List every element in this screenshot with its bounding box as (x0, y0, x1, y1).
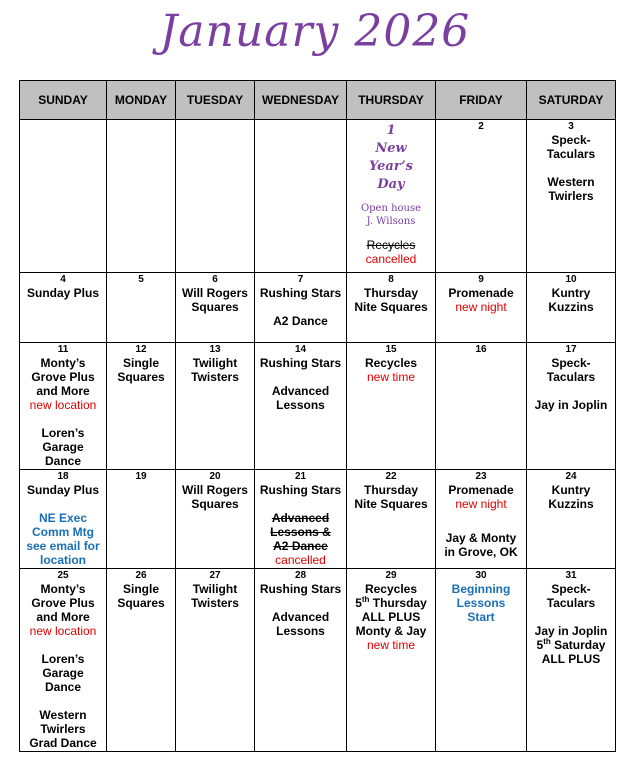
day-number: 19 (135, 471, 147, 482)
status-note: new night (455, 497, 507, 511)
day-cell-5 (107, 273, 176, 343)
header-saturday: SATURDAY (527, 81, 616, 120)
event-text: and More (36, 384, 90, 398)
event-text-struck: Lessons & (270, 525, 331, 539)
status-note: new time (366, 370, 416, 384)
day-number: 29 (385, 570, 397, 581)
day-number: 6 (212, 274, 218, 285)
day-cell-3 (527, 120, 616, 273)
day-cell-9 (436, 273, 527, 343)
day-number: 24 (565, 471, 577, 482)
day-number: 21 (294, 471, 307, 482)
day-number: 4 (60, 274, 66, 285)
day-cell-18 (20, 470, 107, 569)
holiday-text: Year’s (368, 159, 413, 174)
day-cell-22 (347, 470, 436, 569)
day-cell-17 (527, 343, 616, 470)
event-text: Nite Squares (354, 300, 428, 314)
day-number: 2 (478, 121, 484, 132)
day-number: 27 (209, 570, 221, 581)
event-text: Jay in Joplin (534, 398, 608, 412)
event-text: Loren’s (41, 652, 85, 666)
weekday-header-row (20, 81, 616, 120)
day-number: 13 (209, 344, 221, 355)
day-cell-11 (20, 343, 107, 470)
event-text: Open house (360, 203, 422, 214)
event-text: Thursday (363, 286, 418, 300)
header-wednesday: WEDNESDAY (255, 81, 347, 120)
event-text: Dance (44, 454, 82, 468)
event-text: Sunday Plus (26, 286, 100, 300)
header-monday: MONDAY (107, 81, 176, 120)
event-text: Squares (117, 596, 165, 610)
event-text: Squares (191, 300, 239, 314)
status-note: new location (29, 624, 97, 638)
day-number: 22 (385, 471, 397, 482)
day-cell-21 (255, 470, 347, 569)
day-number: 26 (135, 570, 147, 581)
header-thursday: THURSDAY (347, 81, 436, 120)
status-note: new time (366, 638, 416, 652)
event-text: Twirlers (548, 189, 594, 203)
event-text: Speck- (551, 582, 591, 596)
event-text: Taculars (546, 596, 596, 610)
event-text: Twisters (191, 596, 239, 610)
event-text: Start (467, 610, 495, 624)
event-text: Single (122, 582, 159, 596)
event-text: Kuntry (551, 286, 591, 300)
day-cell-10 (527, 273, 616, 343)
event-text: Recycles (364, 356, 418, 370)
day-number: 16 (475, 344, 487, 355)
day-cell-30 (436, 569, 527, 752)
event-text: Grad Dance (29, 736, 97, 750)
day-number: 17 (565, 344, 577, 355)
event-text: Kuntry (551, 483, 591, 497)
event-text: ALL PLUS (361, 610, 421, 624)
event-text: Speck- (551, 356, 591, 370)
day-number: 10 (565, 274, 577, 285)
event-text: Rushing Stars (259, 286, 342, 300)
day-cell-empty (107, 120, 176, 273)
day-number: 18 (57, 471, 69, 482)
day-cell-empty (176, 120, 255, 273)
day-cell-31 (527, 569, 616, 752)
event-text-part: Thursday (369, 596, 427, 610)
event-text: Western (39, 708, 87, 722)
header-sunday: SUNDAY (20, 81, 107, 120)
day-cell-20 (176, 470, 255, 569)
event-text: Rushing Stars (259, 582, 342, 596)
day-number: 14 (294, 344, 307, 355)
day-number: 12 (135, 344, 147, 355)
event-text: see email for (26, 539, 100, 553)
day-cell-29 (347, 569, 436, 752)
event-text: Promenade (448, 483, 514, 497)
day-cell-12 (107, 343, 176, 470)
day-cell-8 (347, 273, 436, 343)
status-note: new night (455, 300, 507, 314)
day-cell-24 (527, 470, 616, 569)
event-text: Taculars (546, 370, 596, 384)
event-text: Garage (42, 666, 84, 680)
week-row (20, 569, 616, 752)
event-text: Jay in Joplin (534, 624, 608, 638)
event-text (349, 596, 433, 610)
day-number: 25 (57, 570, 69, 581)
event-text: A2 Dance (273, 314, 328, 328)
day-number: 7 (297, 274, 304, 285)
event-text: Thursday (363, 483, 418, 497)
day-number: 20 (209, 471, 221, 482)
day-cell-23 (436, 470, 527, 569)
event-text-part: Saturday (550, 638, 606, 652)
event-text: Advanced (271, 610, 330, 624)
event-text: Dance (44, 680, 82, 694)
day-cell-19 (107, 470, 176, 569)
event-text: Loren’s (41, 426, 85, 440)
event-text: Single (122, 356, 159, 370)
event-text: Squares (191, 497, 239, 511)
event-text: Squares (117, 370, 165, 384)
ordinal-number: 5 (536, 638, 544, 652)
calendar-title: January 2026 (159, 6, 471, 57)
event-text: Twilight (192, 582, 238, 596)
day-number: 28 (294, 570, 307, 581)
event-text: Monty & Jay (355, 624, 427, 638)
status-note: cancelled (365, 252, 417, 266)
day-number: 23 (475, 471, 487, 482)
holiday-text: New (375, 141, 407, 156)
event-text: Twirlers (40, 722, 86, 736)
event-text: Lessons (456, 596, 506, 610)
event-text: and More (36, 610, 90, 624)
day-cell-6 (176, 273, 255, 343)
day-number: 11 (57, 344, 69, 355)
week-row (20, 343, 616, 470)
event-text: Western (547, 175, 595, 189)
day-number: 15 (385, 344, 397, 355)
event-text: Grove Plus (31, 370, 95, 384)
calendar-grid (19, 80, 616, 752)
event-text: Recycles (364, 582, 418, 596)
event-text: Kuzzins (548, 497, 594, 511)
day-cell-1 (347, 120, 436, 273)
day-cell-25 (20, 569, 107, 752)
event-text: location (39, 553, 86, 567)
day-cell-empty (255, 120, 347, 273)
event-text: Beginning (451, 582, 511, 596)
ordinal-suffix: th (543, 637, 551, 646)
event-text-struck: A2 Dance (273, 539, 328, 553)
event-text: ALL PLUS (541, 652, 601, 666)
event-text: Comm Mtg (32, 525, 94, 539)
ordinal-suffix: th (361, 595, 370, 604)
day-cell-27 (176, 569, 255, 752)
week-row (20, 470, 616, 569)
status-note: new location (29, 398, 97, 412)
week-row (20, 273, 616, 343)
day-number: 5 (138, 274, 144, 285)
event-text: Rushing Stars (259, 356, 342, 370)
event-text: Grove Plus (31, 596, 95, 610)
day-cell-empty (20, 120, 107, 273)
week-row (20, 120, 616, 273)
event-text: Monty’s (40, 582, 86, 596)
event-text: Kuzzins (548, 300, 594, 314)
header-friday: FRIDAY (436, 81, 527, 120)
event-text-struck: Advanced (271, 511, 330, 525)
header-tuesday: TUESDAY (176, 81, 255, 120)
day-number: 30 (475, 570, 487, 581)
day-cell-26 (107, 569, 176, 752)
event-text: Speck- (551, 133, 591, 147)
holiday-text: Day (377, 177, 405, 192)
event-text: Twilight (192, 356, 238, 370)
day-number: 1 (386, 123, 396, 138)
event-text: Promenade (448, 286, 514, 300)
event-text: Will Rogers (182, 286, 248, 300)
event-text (529, 638, 613, 652)
day-cell-28 (255, 569, 347, 752)
day-cell-2 (436, 120, 527, 273)
event-text: Garage (42, 440, 84, 454)
event-text: Lessons (276, 398, 325, 412)
event-text: Nite Squares (354, 497, 428, 511)
event-text: Lessons (276, 624, 325, 638)
event-text: Sunday Plus (26, 483, 100, 497)
day-number: 8 (388, 274, 394, 285)
event-text: Jay & Monty (445, 531, 517, 545)
event-text: Advanced (271, 384, 330, 398)
event-text: Twisters (191, 370, 239, 384)
event-text: Taculars (546, 147, 596, 161)
event-text: NE Exec (38, 511, 88, 525)
day-number: 3 (568, 121, 574, 132)
day-number: 9 (478, 274, 484, 285)
day-number: 31 (565, 570, 577, 581)
day-cell-13 (176, 343, 255, 470)
day-cell-15 (347, 343, 436, 470)
event-text: Will Rogers (182, 483, 248, 497)
event-text-struck: Recycles (366, 238, 416, 252)
event-text: Rushing Stars (259, 483, 342, 497)
event-text: in Grove, OK (444, 545, 518, 559)
day-cell-4 (20, 273, 107, 343)
day-cell-14 (255, 343, 347, 470)
event-text: J. Wilsons (366, 216, 416, 227)
day-cell-7 (255, 273, 347, 343)
ordinal-number: 5 (355, 596, 362, 610)
status-note: cancelled (275, 553, 326, 567)
event-text: Monty’s (40, 356, 86, 370)
day-cell-16 (436, 343, 527, 470)
